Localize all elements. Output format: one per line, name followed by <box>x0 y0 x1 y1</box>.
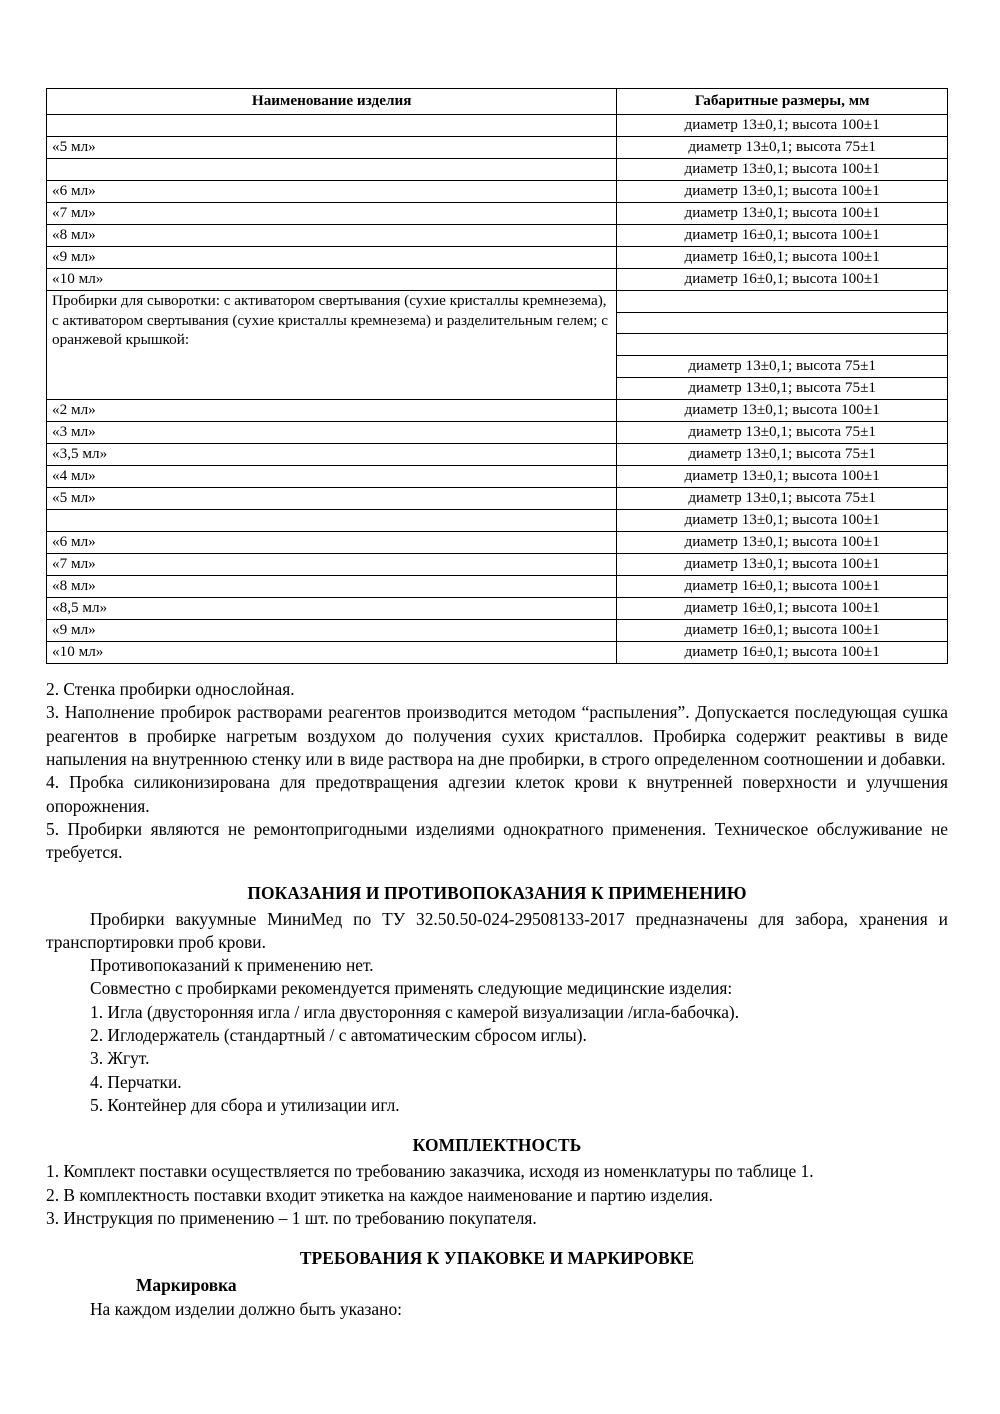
notes-section <box>46 678 948 865</box>
cell-dimensions: диаметр 13±0,1; высота 75±1 <box>617 488 948 510</box>
table-row <box>47 510 948 532</box>
cell-name: «8 мл» <box>47 224 617 246</box>
cell-dimensions: диаметр 13±0,1; высота 100±1 <box>617 202 948 224</box>
indications-section <box>46 908 948 1118</box>
cell-dimensions: диаметр 16±0,1; высота 100±1 <box>617 620 948 642</box>
indications-paragraph-2: Противопоказаний к применению нет. <box>90 955 374 976</box>
table-row <box>47 180 948 202</box>
cell-dimensions: диаметр 16±0,1; высота 100±1 <box>617 224 948 246</box>
cell-dimensions: диаметр 13±0,1; высота 100±1 <box>617 158 948 180</box>
table-row <box>47 158 948 180</box>
table-group-row <box>47 290 948 312</box>
table-row <box>47 422 948 444</box>
table-row <box>47 268 948 290</box>
cell-name <box>47 114 617 136</box>
table-row <box>47 488 948 510</box>
cell-group-title: Пробирки для сыворотки: с активатором свертывания (сухие кристаллы кремнезема), с активатором свертывания (сухие кристаллы кремнезема) и разделительным гелем; с оранжевой крышкой: <box>47 290 617 399</box>
cell-dimensions: диаметр 13±0,1; высота 75±1 <box>617 378 948 400</box>
table-row <box>47 642 948 664</box>
specification-table <box>46 88 948 664</box>
cell-name: «3 мл» <box>47 422 617 444</box>
cell-dimensions: диаметр 16±0,1; высота 100±1 <box>617 246 948 268</box>
cell-name: «6 мл» <box>47 180 617 202</box>
cell-dimensions <box>617 290 948 312</box>
note-item-3: 3. Наполнение пробирок растворами реагентов производится методом “распыления”. Допускается последующая сушка реагентов в пробирке нагретым воздухом до получения сухих кристаллов. Пробирка содержит реактивы в виде напыления на внутреннюю стенку или в виде раствора на дне пробирки, в строго определенном соотношении и добавки. <box>46 702 948 769</box>
completeness-section <box>46 1160 948 1230</box>
packaging-heading: ТРЕБОВАНИЯ К УПАКОВКЕ И МАРКИРОВКЕ <box>299 1248 695 1269</box>
list-item: 3. Жгут. <box>90 1048 150 1069</box>
marking-subheading: Маркировка <box>136 1275 237 1296</box>
packaging-section <box>46 1298 948 1321</box>
list-item: 1. Игла (двусторонняя игла / игла двусторонняя с камерой визуализации /игла-бабочка). <box>90 1001 740 1022</box>
cell-name: «5 мл» <box>47 488 617 510</box>
cell-dimensions: диаметр 13±0,1; высота 100±1 <box>617 532 948 554</box>
cell-name <box>47 158 617 180</box>
cell-name: «9 мл» <box>47 246 617 268</box>
cell-name: «3,5 мл» <box>47 444 617 466</box>
cell-dimensions: диаметр 16±0,1; высота 100±1 <box>617 268 948 290</box>
cell-dimensions: диаметр 13±0,1; высота 75±1 <box>617 444 948 466</box>
cell-dimensions: диаметр 13±0,1; высота 100±1 <box>617 554 948 576</box>
cell-name: «8 мл» <box>47 576 617 598</box>
cell-dimensions: диаметр 13±0,1; высота 75±1 <box>617 136 948 158</box>
cell-name: «5 мл» <box>47 136 617 158</box>
cell-dimensions: диаметр 13±0,1; высота 100±1 <box>617 400 948 422</box>
table-row <box>47 246 948 268</box>
cell-dimensions <box>617 334 948 356</box>
cell-name: «4 мл» <box>47 466 617 488</box>
table-row <box>47 202 948 224</box>
table-row <box>47 598 948 620</box>
table-header-row <box>47 89 948 115</box>
table-row <box>47 554 948 576</box>
note-item-5: 5. Пробирки являются не ремонтопригодными изделиями однократного применения. Техническое обслуживание не требуется. <box>46 818 948 863</box>
cell-name: «8,5 мл» <box>47 598 617 620</box>
cell-dimensions: диаметр 16±0,1; высота 100±1 <box>617 576 948 598</box>
cell-name: «7 мл» <box>47 202 617 224</box>
cell-dimensions: диаметр 13±0,1; высота 75±1 <box>617 356 948 378</box>
list-item: 5. Контейнер для сбора и утилизации игл. <box>90 1095 400 1115</box>
completeness-paragraph-1: 1. Комплект поставки осуществляется по требованию заказчика, исходя из номенклатуры по таблице 1. <box>46 1161 814 1182</box>
table-row <box>47 224 948 246</box>
list-item: 2. Иглодержатель (стандартный / с автоматическим сбросом иглы). <box>90 1025 587 1046</box>
table-row <box>47 620 948 642</box>
column-header-dimensions: Габаритные размеры, мм <box>617 89 948 115</box>
cell-name: «10 мл» <box>47 268 617 290</box>
cell-dimensions: диаметр 13±0,1; высота 100±1 <box>617 510 948 532</box>
indications-paragraph-1: Пробирки вакуумные МиниМед по ТУ 32.50.50-024-29508133-2017 предназначены для забора, хранения и транспортировки проб крови. <box>46 908 948 952</box>
table-row <box>47 136 948 158</box>
table-row <box>47 532 948 554</box>
cell-name: «6 мл» <box>47 532 617 554</box>
cell-dimensions: диаметр 16±0,1; высота 100±1 <box>617 598 948 620</box>
indications-paragraph-3: Совместно с пробирками рекомендуется применять следующие медицинские изделия: <box>90 978 733 999</box>
cell-dimensions: диаметр 13±0,1; высота 100±1 <box>617 180 948 202</box>
cell-dimensions: диаметр 16±0,1; высота 100±1 <box>617 642 948 664</box>
indications-heading: ПОКАЗАНИЯ И ПРОТИВОПОКАЗАНИЯ К ПРИМЕНЕНИЮ <box>247 882 747 903</box>
note-item-4: 4. Пробка силиконизирована для предотвращения адгезии клеток крови к внутренней поверхности и улучшения опорожнения. <box>46 772 948 816</box>
cell-dimensions: диаметр 13±0,1; высота 100±1 <box>617 114 948 136</box>
cell-dimensions <box>617 312 948 334</box>
list-item: 4. Перчатки. <box>90 1071 182 1092</box>
completeness-paragraph-2: 2. В комплектность поставки входит этикетка на каждое наименование и партию изделия. <box>46 1184 714 1205</box>
table-row <box>47 576 948 598</box>
completeness-paragraph-3: 3. Инструкция по применению – 1 шт. по требованию покупателя. <box>46 1207 537 1228</box>
note-item-2: 2. Стенка пробирки однослойная. <box>46 679 295 699</box>
table-row <box>47 444 948 466</box>
packaging-paragraph-1: На каждом изделии должно быть указано: <box>90 1299 402 1320</box>
cell-name: «10 мл» <box>47 642 617 664</box>
cell-name: «2 мл» <box>47 400 617 422</box>
column-header-name: Наименование изделия <box>47 89 617 115</box>
cell-name: «9 мл» <box>47 620 617 642</box>
cell-dimensions: диаметр 13±0,1; высота 75±1 <box>617 422 948 444</box>
table-row <box>47 466 948 488</box>
cell-dimensions: диаметр 13±0,1; высота 100±1 <box>617 466 948 488</box>
table-row <box>47 400 948 422</box>
completeness-heading: КОМПЛЕКТНОСТЬ <box>412 1135 582 1156</box>
cell-name: «7 мл» <box>47 554 617 576</box>
table-row <box>47 114 948 136</box>
cell-name <box>47 510 617 532</box>
